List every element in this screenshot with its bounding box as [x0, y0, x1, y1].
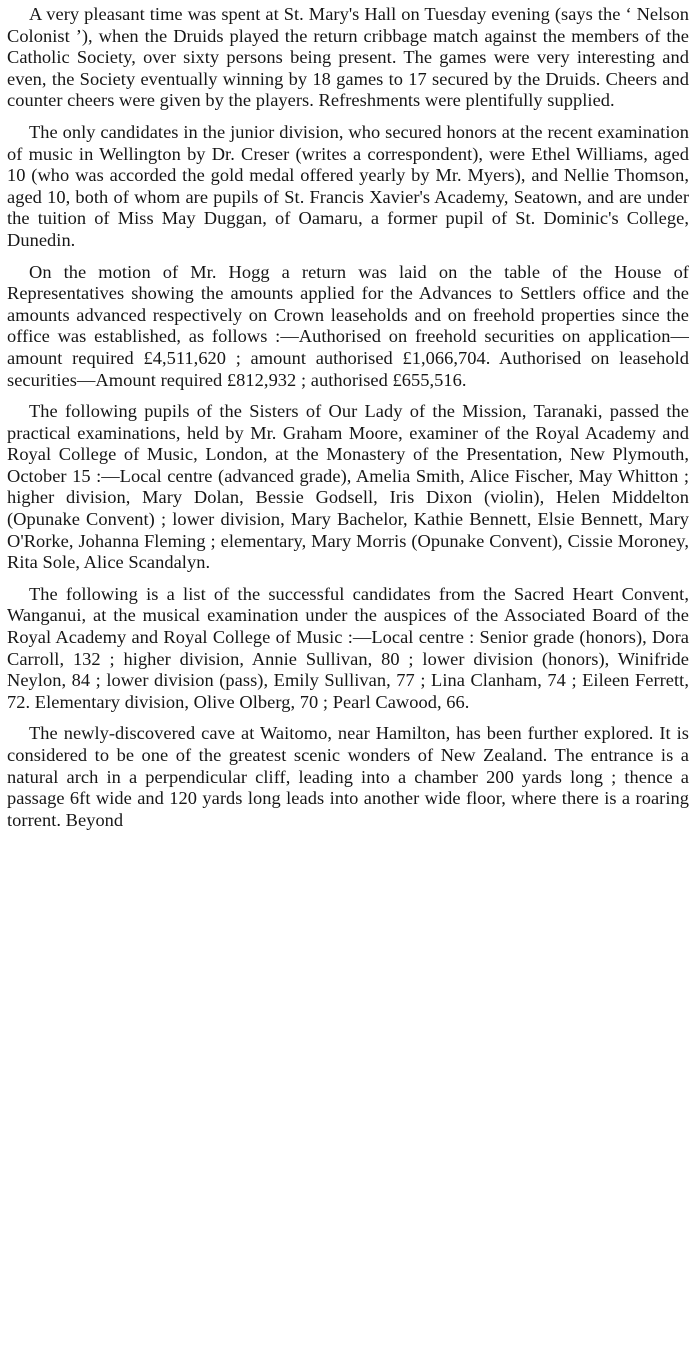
paragraph-waitomo-cave: The newly-discovered cave at Waitomo, near Hamilton, has been further explored. It is considered to be one of the greatest scenic wonders of New Zealand. The entrance is a natural arch in a perpendicular cliff, leading into a chamber 200 yards long ; thence a passage 6ft wide and 120 yards long leads into another wide floor, where there is a roaring torrent. Beyond — [7, 723, 689, 830]
paragraph-wanganui-candidates: The following is a list of the successful candidates from the Sacred Heart Convent, Wanganui, at the musical examination under the auspices of the Associated Board of the Royal Academy and Royal College of Music :—Local centre : Senior grade (honors), Dora Carroll, 132 ; higher division, Annie Sullivan, 80 ; lower division (honors), Winifride Neylon, 84 ; lower division (pass), Emily Sullivan, 77 ; Lina Clanham, 74 ; Eileen Ferrett, 72. Elementary division, Olive Olberg, 70 ; Pearl Cawood, 66. — [7, 583, 689, 712]
paragraph-cribbage-match: A very pleasant time was spent at St. Mary's Hall on Tuesday evening (says the ‘ Nelson Colonist ’), when the Druids played the return cribbage match against the members of the Catholic Society, over sixty persons being present. The games were very interesting and even, the Society eventually winning by 18 games to 17 secured by the Druids. Cheers and counter cheers were given by the players. Refreshments were plentifully supplied. — [7, 4, 689, 111]
paragraph-taranaki-examinations: The following pupils of the Sisters of Our Lady of the Mission, Taranaki, passed the practical examinations, held by Mr. Graham Moore, examiner of the Royal Academy and Royal College of Music, London, at the Monastery of the Presentation, New Plymouth, October 15 :—Local centre (advanced grade), Amelia Smith, Alice Fischer, May Whitton ; higher division, Mary Dolan, Bessie Godsell, Iris Dixon (violin), Helen Middelton (Opunake Convent) ; lower division, Mary Bachelor, Kathie Bennett, Elsie Bennett, Mary O'Rorke, Johanna Fleming ; elementary, Mary Morris (Opunake Convent), Cissie Moroney, Rita Sole, Alice Scandalyn. — [7, 401, 689, 573]
paragraph-music-honors-wellington: The only candidates in the junior division, who secured honors at the recent examination of music in Wellington by Dr. Creser (writes a correspondent), were Ethel Williams, aged 10 (who was accorded the gold medal offered yearly by Mr. Myers), and Nellie Thomson, aged 10, both of whom are pupils of St. Francis Xavier's Academy, Seatown, and are under the tuition of Miss May Duggan, of Oamaru, a former pupil of St. Dominic's College, Dunedin. — [7, 121, 689, 250]
paragraph-advances-to-settlers: On the motion of Mr. Hogg a return was laid on the table of the House of Representatives showing the amounts applied for the Advances to Settlers office and the amounts advanced respectively on Crown leaseholds and on freehold properties since the office was established, as follows :—Authorised on freehold securities on application—amount required £4,511,620 ; amount authorised £1,066,704. Authorised on leasehold securities—Amount required £812,932 ; authorised £655,516. — [7, 261, 689, 390]
